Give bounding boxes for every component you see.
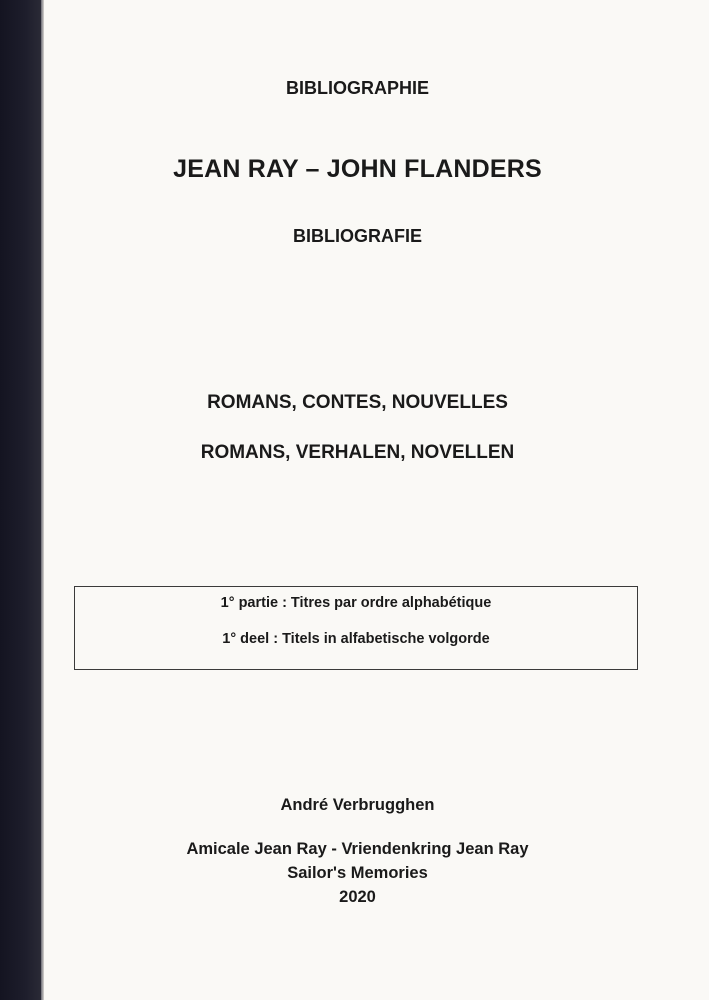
- heading-bibliografie: BIBLIOGRAFIE: [293, 226, 422, 246]
- author-name: André Verbrugghen: [280, 796, 435, 814]
- genres-french: ROMANS, CONTES, NOUVELLES: [207, 392, 508, 413]
- genres-dutch: ROMANS, VERHALEN, NOVELLEN: [200, 442, 515, 463]
- organization-name: Amicale Jean Ray - Vriendenkring Jean Ray: [186, 840, 529, 858]
- publisher-name: Sailor's Memories: [287, 864, 428, 882]
- part-line-french: 1° partie : Titres par ordre alphabétique: [220, 595, 492, 611]
- part-info-box: [74, 586, 638, 670]
- publication-year: 2020: [339, 888, 376, 906]
- main-title: JEAN RAY – JOHN FLANDERS: [173, 155, 542, 183]
- part-line-dutch: 1° deel : Titels in alfabetische volgorde: [222, 631, 490, 647]
- heading-bibliographie: BIBLIOGRAPHIE: [285, 78, 429, 98]
- binding-spine: [0, 0, 41, 1000]
